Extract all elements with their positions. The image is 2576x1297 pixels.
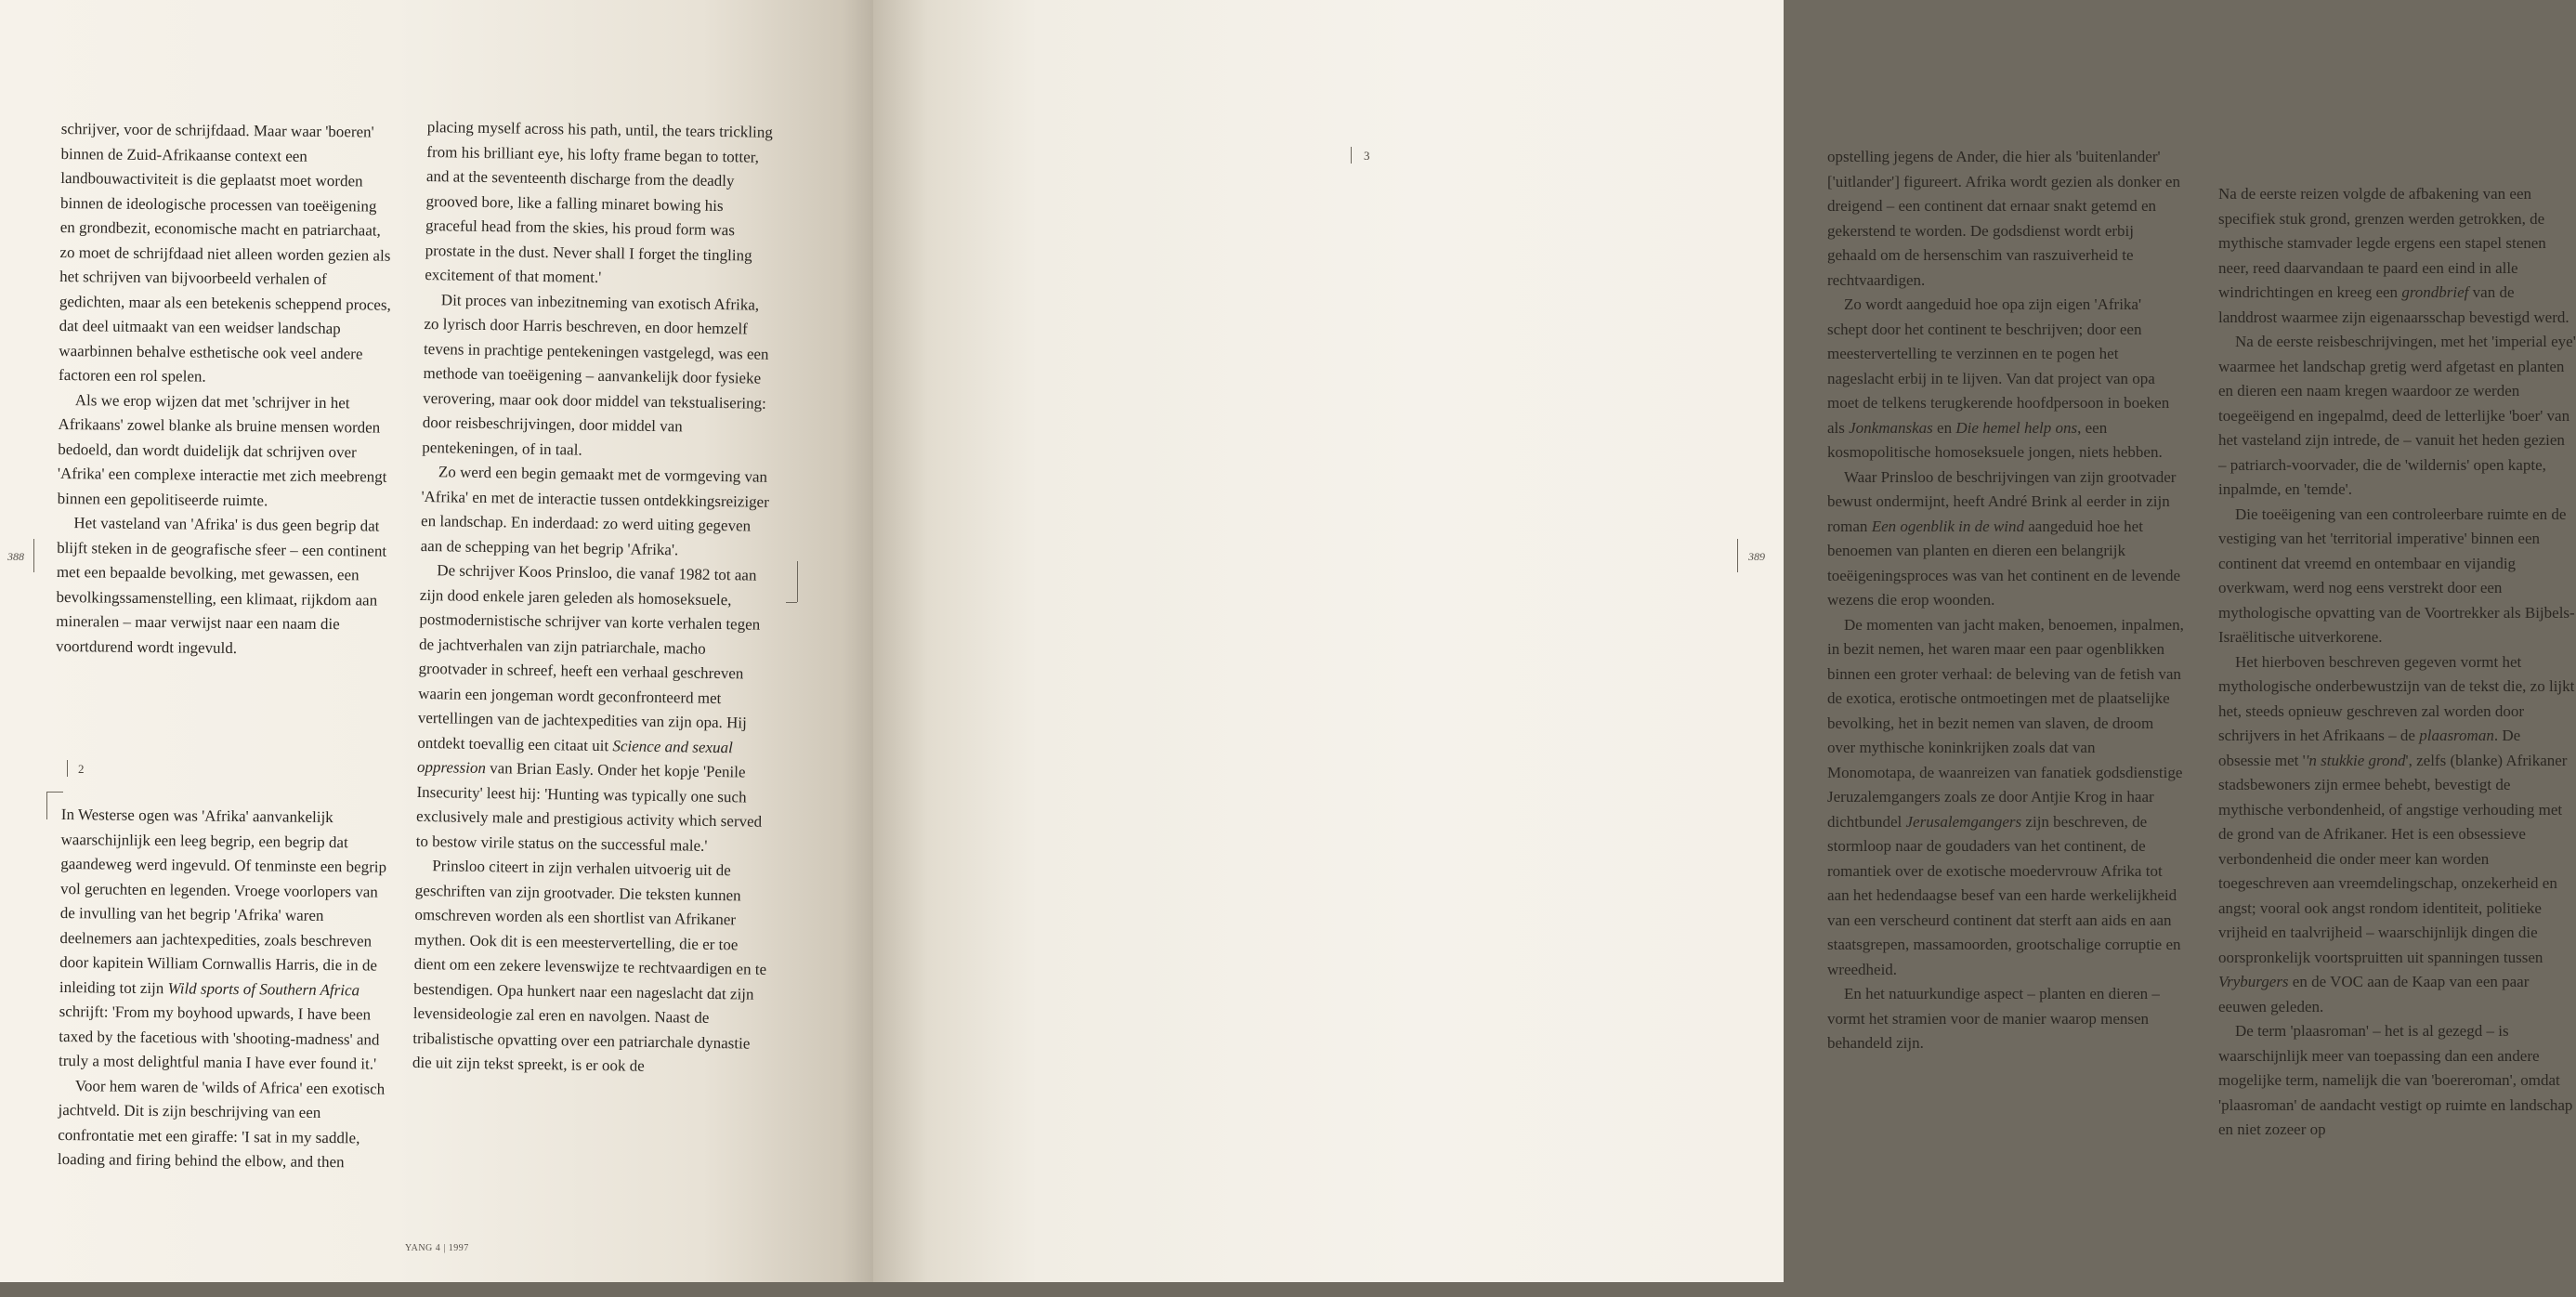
paragraph: Zo wordt aangeduid hoe opa zijn eigen 'Afrika' schept door het continent te beschrijven; door een meestervertelling te verzinnen en te pogen het nageslacht erbij in te lijven. Van dat project van opa moet de telkens terugkerende hoofdpersoon in boeken als Jonkmanskas en Die hemel help ons, een kosmopolitische homoseksuele jongen, niets hebben. xyxy=(1827,295,2170,461)
paragraph: De term 'plaasroman' – het is al gezegd – is waarschijnlijk meer van toepassing dan een andere mogelijke term, namelijk die van 'boereroman', omdat 'plaasroman' de aandacht vestigt op ruimte en landschap en niet zozeer op xyxy=(2218,1022,2573,1138)
paragraph: Na de eerste reisbeschrijvingen, met het 'imperial eye' waarmee het landschap gretig werd afgetast en planten en dieren een naam kregen waardoor ze werden toegeëigend en ingepalmd, deed de letterlijke 'boer' van het vasteland zijn intrede, de – vanuit het heden gezien – patriarch-voorvader, die de 'wildernis' open kapte, inpalmde, en 'temde'. xyxy=(2218,333,2576,498)
paragraph: De schrijver Koos Prinsloo, die vanaf 1982 tot aan zijn dood enkele jaren geleden als homoseksuele, postmodernistische schrijver van korte verhalen tegen de jachtverhalen van zijn patriarchale, macho grootvader in schreef, heeft een verhaal geschreven waarin een jongeman wordt geconfronteerd met vertellingen van de jachtexpedities van zijn opa. Hij ontdekt toevallig een citaat uit Science and sexual oppression van Brian Easly. Onder het kopje 'Penile Insecurity' leest hij: 'Hunting was typically one such exclusively male and prestigious activity which served to bestow virile status on the successful male.' xyxy=(415,561,763,855)
paragraph: Die toeëigening van een controleerbare ruimte en de vestiging van het 'territorial imperative' binnen een continent dat vreemd en ontembaar en vijandig overkwam, werd nog eens verstrekt door een mythologische opvatting van de Voortrekker als Bijbels-Israëlitische uitverkorene. xyxy=(2218,504,2575,646)
section-number: 3 xyxy=(1364,149,1370,163)
paragraph: Prinsloo citeert in zijn verhalen uitvoerig uit de geschriften van zijn grootvader. Die teksten kunnen omschreven worden als een shortlist van Afrikaner mythen. Ook dit is een meestervertelling, die er toe dient om een zekere levenswijze te rechtvaardigen en te bestendigen. Opa hunkert naar een nageslacht dat zijn levensideologie zal eren en navolgen. Naast de tribalistische opvatting over een patriarchale dynastie die uit zijn tekst spreekt, is er ook de xyxy=(412,857,767,1075)
section-bracket-horizontal xyxy=(46,792,63,793)
paragraph: placing myself across his path, until, the tears trickling from his brilliant eye, his lofty frame began to totter, and at the seventeenth discharge from the deadly grooved bore, like a falling minaret bowing his graceful head from the skies, his proud form was prostate in the dust. Never shall I forget the tingling excitement of that moment.' xyxy=(425,117,773,286)
left-column-2 xyxy=(412,115,780,1081)
left-page xyxy=(0,0,878,1282)
right-page xyxy=(873,0,2576,1282)
margin-rule xyxy=(1737,539,1738,572)
section-rule xyxy=(67,760,68,777)
paragraph: opstelling jegens de Ander, die hier als 'buitenlander' ['uitlander'] figureert. Afrika wordt gezien als donker en dreigend – een continent dat ernaar snakt getemd en gekerstend te worden. De godsdienst wordt erbij gehaald om de hersenschim van raszuiverheid te rechtvaardigen. xyxy=(1827,148,2180,289)
margin-bracket-horizontal xyxy=(786,602,797,603)
left-column-1-top xyxy=(56,117,396,662)
page-number-right: 389 xyxy=(1748,550,1765,563)
paragraph: En het natuurkundige aspect – planten en dieren – vormt het stramien voor de manier waarop mensen behandeld zijn. xyxy=(1827,985,2160,1052)
right-column-2 xyxy=(2218,182,2576,1143)
paragraph: schrijver, voor de schrijfdaad. Maar waar 'boeren' binnen de Zuid-Afrikaanse context een landbouwactiviteit is die geplaatst moet worden binnen de ideologische processen van toeëigening en grondbezit, economische macht en patriarchaat, zo moet de schrijfdaad niet alleen worden gezien als het schrijven van bijvoorbeeld verhalen of gedichten, maar als een betekenis scheppend proces, dat deel uitmaakt van een weidser landschap waarbinnen behalve esthetische ook veel andere factoren een rol spelen. xyxy=(58,119,391,386)
margin-bracket-vertical xyxy=(797,561,798,602)
margin-rule xyxy=(33,539,34,572)
paragraph: Voor hem waren de 'wilds of Africa' een exotisch jachtveld. Dit is zijn beschrijving van een confrontatie met een giraffe: 'I sat in my saddle, loading and firing behind the elbow, and then xyxy=(57,1076,386,1172)
paragraph: Na de eerste reizen volgde de afbakening van een specifiek stuk grond, grenzen werden getrokken, de mythische stamvader legde ergens een stapel stenen neer, reed daarvandaan te paard een eind in alle windrichtingen en kreeg een grondbrief van de landdrost waarmee zijn eigenaarsschap bevestigd werd. xyxy=(2218,185,2569,326)
paragraph: De momenten van jacht maken, benoemen, inpalmen, in bezit nemen, het waren maar een paar ogenblikken binnen een groter verhaal: de beleving van de fetish van de exotica, erotische ontmoetingen met de plaatselijke bevolking, het in bezit nemen van slaven, de droom over mythische koninkrijken zoals dat van Monomotapa, de waanreizen van fanatiek godsdienstige Jeruzalemgangers zoals ze door Antjie Krog in haar dichtbundel Jerusalemgangers zijn beschreven, de stormloop naar de goudaders van het continent, de romantiek over de exotische moedervrouw Afrika tot aan het hedendaagse besef van een harde werkelijkheid van een verscheurd continent dat sterft aan aids en aan staatsgrepen, massamoorden, grootschalige corruptie en wreedheid. xyxy=(1827,615,2184,978)
paragraph: Waar Prinsloo de beschrijvingen van zijn grootvader bewust ondermijnt, heeft André Brink al eerder in zijn roman Een ogenblik in de wind aangeduid hoe het benoemen van planten en dieren een belangrijk toeëigeningsproces was van het continent en de levende wezens die erop woonden. xyxy=(1827,467,2181,609)
paragraph: Zo werd een begin gemaakt met de vormgeving van 'Afrika' en met de interactie tussen ontdekkingsreiziger en landschap. En inderdaad: zo werd uiting gegeven aan de schepping van het begrip 'Afrika'. xyxy=(420,463,769,558)
right-column-1 xyxy=(1827,145,2185,1056)
paragraph: Dit proces van inbezitneming van exotisch Afrika, zo lyrisch door Harris beschreven, en door hemzelf tevens in prachtige pentekeningen vastgelegd, was een methode van toeëigening – aanvankelijk door fysieke verovering, maar ook door middel van tekstualisering: door reisbeschrijvingen, door middel van pentekeningen, of in taal. xyxy=(422,290,769,459)
section-rule xyxy=(1351,147,1352,164)
paragraph: In Westerse ogen was 'Afrika' aanvankelijk waarschijnlijk een leeg begrip, een begrip dat gaandeweg werd ingevuld. Of tenminste een begrip vol geruchten en legenden. Vroege voorlopers van de invulling van het begrip 'Afrika' waren deelnemers aan jachtexpedities, zoals beschreven door kapitein William Cornwallis Harris, die in de inleiding tot zijn Wild sports of Southern Africa schrijft: 'From my boyhood upwards, I have been taxed by the facetious with 'shooting-madness' and truly a most delightful mania I have ever found it.' xyxy=(58,805,387,1073)
paragraph: Het vasteland van 'Afrika' is dus geen begrip dat blijft steken in de geografische sfeer – een continent met een bepaalde bevolking, met gewassen, een bevolkingssamenstelling, een klimaat, rijkdom aan mineralen – maar verwijst naar een naam die voortdurend wordt ingevuld. xyxy=(55,514,387,657)
paragraph: Het hierboven beschreven gegeven vormt het mythologische onderbewustzijn van de tekst die, zo lijkt het, steeds opnieuw geschreven zal worden door schrijvers in het Afrikaans – de plaasroman. De obsessie met ''n stukkie grond', zelfs (blanke) Afrikaner stadsbewoners zijn ermee behebt, bevestigt de mythische verbondenheid, of angstige verhouding met de grond van de Afrikaner. Het is een obsessieve verbondenheid die onder meer kan worden toegeschreven aan vreemdelingschap, onzekerheid en angst; vooral ook angst rondom identiteit, politieke vrijheid en taalvrijheid – waarschijnlijk dingen die oorspronkelijk voortspruitten uit spanningen tussen Vryburgers en de VOC aan de Kaap van een paar eeuwen geleden. xyxy=(2218,652,2575,1015)
page-number-left: 388 xyxy=(7,550,24,563)
section-bracket-vertical xyxy=(46,792,47,819)
running-footer: YANG 4 | 1997 xyxy=(405,1243,469,1253)
paragraph: Als we erop wijzen dat met 'schrijver in het Afrikaans' zowel blanke als bruine mensen worden bedoeld, dan wordt duidelijk dat schrijven over 'Afrika' een complexe interactie met zich meebrengt binnen een gepolitiseerde ruimte. xyxy=(57,390,387,509)
section-number: 2 xyxy=(78,762,85,776)
left-column-1-bottom xyxy=(58,803,396,1175)
